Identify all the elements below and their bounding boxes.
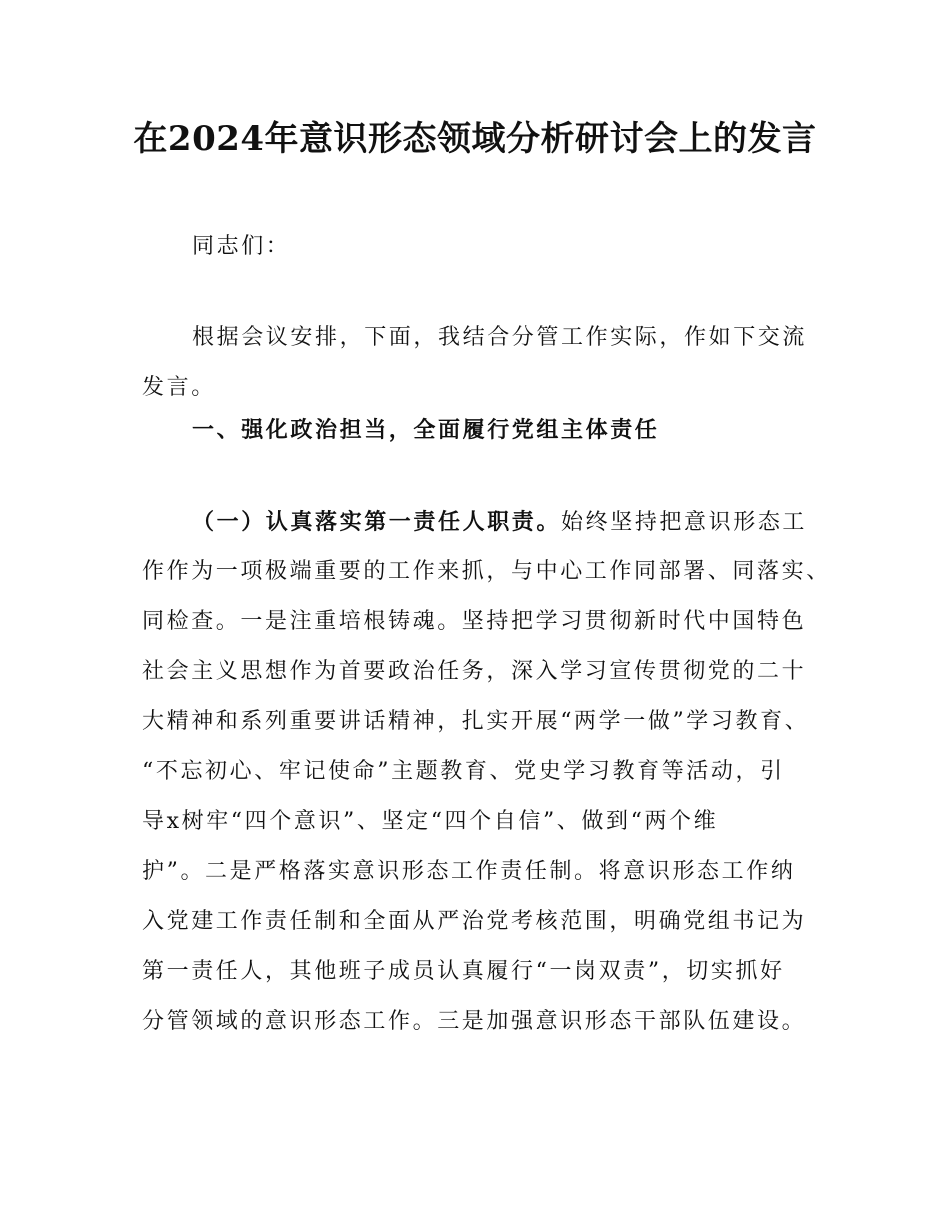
intro-line-2: 发言。 [142,375,216,400]
paragraph-1-line: 第一责任人，其他班子成员认真履行“一岗双责”，切实抓好 [142,959,785,984]
section-heading-1 [142,405,814,455]
paragraph-1-line: 社会主义思想作为首要政治任务，深入学习宣传贯彻党的二十 [142,659,807,684]
intro-line-1: 根据会议安排，下面，我结合分管工作实际，作如下交流 [192,325,808,350]
paragraph-1-line-1 [142,497,814,547]
salutation [142,222,814,272]
paragraph-1-first-line-rest: 始终坚持把意识形态工 [561,510,808,535]
paragraph-1-line: 同检查。一是注重培根铸魂。坚持把学习贯彻新时代中国特色 [142,609,807,634]
paragraph-1-lead: （一）认真落实第一责任人职责。 [192,509,562,535]
paragraph-1-line: 护”。二是严格落实意识形态工作责任制。将意识形态工作纳 [142,859,796,884]
salutation-text: 同志们： [192,234,291,259]
paragraph-1-line: 作作为一项极端重要的工作来抓，与中心工作同部署、同落实、 [142,559,831,584]
paragraph-1-line: 分管领域的意识形态工作。三是加强意识形态干部队伍建设。 [142,1009,807,1034]
section-heading-text: 一、强化政治担当，全面履行党组主体责任 [192,417,660,443]
paragraph-1-line: 大精神和系列重要讲话精神，扎实开展“两学一做”学习教育、 [142,709,810,734]
paragraph-1-line: 入党建工作责任制和全面从严治党考核范围，明确党组书记为 [142,909,807,934]
paragraph-1-line: “不忘初心、牢记使命”主题教育、党史学习教育等活动，引 [142,759,785,784]
intro-paragraph [142,313,814,413]
paragraph-1 [142,497,831,1047]
paragraph-1-line: 导x树牢“四个意识”、坚定“四个自信”、做到“两个维 [142,809,719,834]
document-title: 在2024年意识形态领域分析研讨会上的发言 [133,119,817,159]
